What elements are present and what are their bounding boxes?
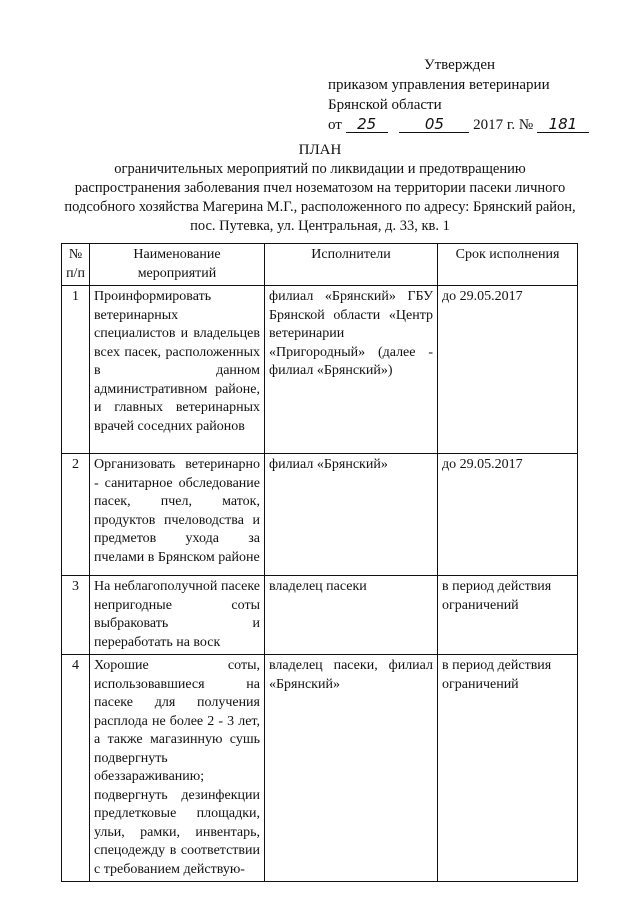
date-day: 25 <box>346 116 388 133</box>
date-prefix: от <box>328 117 342 133</box>
table-row <box>62 576 578 655</box>
row-executor: филиал «Брянский» ГБУ Брянской области «Центр ветеринарии «Пригородный» (далее - филиал «Брянский») <box>265 286 438 454</box>
document-title: ПЛАН <box>298 142 342 158</box>
approval-region-line: Брянской области <box>328 97 442 113</box>
row-number: 4 <box>62 655 90 882</box>
row-executor: владелец пасеки <box>265 576 438 655</box>
row-deadline: до 29.05.2017 <box>438 286 578 454</box>
date-year: 2017 г. № <box>473 117 534 133</box>
approval-order-line: приказом управления ветеринарии <box>328 77 550 93</box>
table-header-row <box>62 244 578 286</box>
row-deadline: в период действия ограничений <box>438 576 578 655</box>
row-event: Проинформировать ветеринарных специалистов и владельцев всех пасек, расположенных в данном административном районе, и главных ветеринарных врачей соседних районов <box>90 286 265 454</box>
row-number: 3 <box>62 576 90 655</box>
row-number: 1 <box>62 286 90 454</box>
date-month: 05 <box>399 116 469 133</box>
order-number: 181 <box>537 116 589 133</box>
header-executor: Исполнители <box>265 244 438 286</box>
header-event: Наименование мероприятий <box>90 244 265 286</box>
row-event: Хорошие соты, использовавшиеся на пасеке для получения расплода не более 2 - 3 лет, а также магазинную сушь подвергнуть обеззараживанию; подвергнуть дезинфекции предлетковые площадки, ульи, рамки, инвентарь, спецодежду в соответствии с требованием действую- <box>90 655 265 882</box>
row-deadline: до 29.05.2017 <box>438 454 578 576</box>
approval-heading: Утвержден <box>424 57 496 73</box>
table-row <box>62 286 578 454</box>
row-event: Организовать ветеринарно - санитарное обследование пасек, пчел, маток, продуктов пчеловодства и предметов ухода за пчелами в Брянском районе <box>90 454 265 576</box>
row-event: На неблагополучной пасеке непригодные соты выбраковать и переработать на воск <box>90 576 265 655</box>
row-executor: филиал «Брянский» <box>265 454 438 576</box>
document-subtitle: ограничительных мероприятий по ликвидации и предотвращению распространения заболевания пчел нозематозом на территории пасеки личного подсобного хозяйства Магерина М.Г., расположенного по адресу: Брянский район, пос. Путевка, ул. Центральная, д. 33, кв. 1 <box>64 161 576 234</box>
table-row <box>62 655 578 882</box>
row-number: 2 <box>62 454 90 576</box>
row-executor: владелец пасеки, филиал «Брянский» <box>265 655 438 882</box>
header-number: № п/п <box>62 244 90 286</box>
approval-date-line <box>328 115 588 135</box>
row-deadline: в период действия ограничений <box>438 655 578 882</box>
approval-stamp <box>328 55 588 135</box>
header-deadline: Срок исполнения <box>438 244 578 286</box>
plan-table <box>61 243 578 882</box>
table-row <box>62 454 578 576</box>
